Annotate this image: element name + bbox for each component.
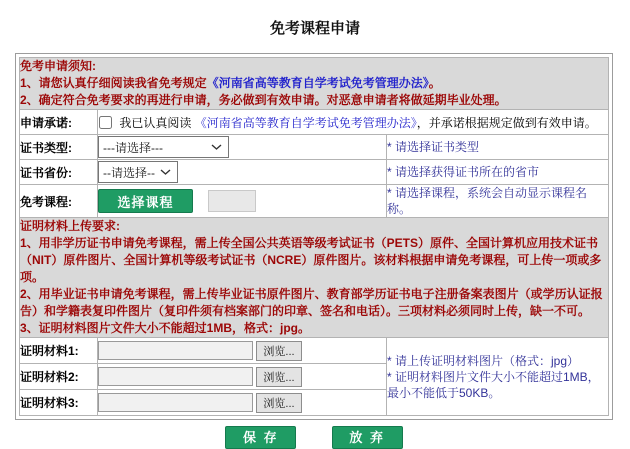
abandon-button[interactable]: 放 弃 bbox=[332, 426, 403, 449]
cert-province-content bbox=[98, 160, 387, 185]
notice-line-2: 2、确定符合免考要求的再进行申请，务必做到有效申请。对恶意申请者将做延期毕业处理。 bbox=[20, 93, 507, 107]
commitment-regulation-link[interactable]: 《河南省高等教育自学考试免考管理办法》 bbox=[194, 115, 417, 130]
material-2-browse-button[interactable]: 浏览... bbox=[256, 367, 302, 387]
material-1-browse-button[interactable]: 浏览... bbox=[256, 341, 302, 361]
regulation-link[interactable]: 《河南省高等教育自学考试免考管理办法》 bbox=[206, 76, 429, 90]
upload-requirements-notice bbox=[20, 218, 609, 338]
chevron-down-icon bbox=[160, 169, 171, 175]
commitment-text-post: ，并承诺根据规定做到有效申请。 bbox=[416, 115, 597, 130]
page-title: 免考课程申请 bbox=[269, 20, 360, 37]
material-1-row bbox=[20, 338, 609, 364]
commitment-content bbox=[98, 110, 609, 135]
commitment-row bbox=[20, 110, 609, 135]
save-button[interactable]: 保 存 bbox=[225, 426, 296, 449]
cert-type-select[interactable] bbox=[98, 136, 229, 158]
chevron-down-icon bbox=[211, 144, 222, 150]
upload-notice-line-3: 3、证明材料图片文件大小不能超过1MB，格式：jpg。 bbox=[20, 321, 311, 335]
application-form-panel bbox=[15, 53, 613, 420]
materials-hint-line-1: * 请上传证明材料图片（格式：jpg） bbox=[387, 353, 580, 368]
material-2-label: 证明材料2: bbox=[20, 364, 98, 390]
exempt-course-hint: * 请选择课程，系统会自动显示课程名称。 bbox=[387, 185, 609, 218]
exempt-course-row bbox=[20, 185, 609, 218]
application-notice-row bbox=[20, 58, 609, 110]
material-3-content bbox=[98, 390, 387, 416]
material-3-file-field[interactable] bbox=[98, 393, 253, 412]
material-3-label: 证明材料3: bbox=[20, 390, 98, 416]
upload-notice-row bbox=[20, 218, 609, 338]
cert-province-label: 证书省份: bbox=[20, 160, 98, 185]
notice-heading: 免考申请须知: bbox=[20, 59, 96, 73]
notice-line-1: 1、请您认真仔细阅读我省免考规定《河南省高等教育自学考试免考管理办法》。 bbox=[20, 76, 441, 90]
cert-province-select[interactable] bbox=[98, 161, 178, 183]
exempt-course-label: 免考课程: bbox=[20, 185, 98, 218]
commitment-text-pre: 我已认真阅读 bbox=[119, 115, 195, 130]
application-form-table bbox=[19, 57, 609, 416]
materials-hint bbox=[387, 338, 609, 416]
material-1-content bbox=[98, 338, 387, 364]
commitment-checkbox[interactable] bbox=[99, 116, 112, 129]
material-1-file-field[interactable] bbox=[98, 341, 253, 360]
material-1-label: 证明材料1: bbox=[20, 338, 98, 364]
materials-hint-line-2: * 证明材料图片文件大小不能超过1MB，最小不能低于50KB。 bbox=[387, 369, 600, 400]
application-notice bbox=[20, 58, 609, 110]
cert-province-hint: * 请选择获得证书所在的省市 bbox=[387, 160, 609, 185]
material-3-browse-button[interactable]: 浏览... bbox=[256, 393, 302, 413]
cert-type-selected-value: ---请选择--- bbox=[103, 140, 163, 155]
course-name-display bbox=[208, 190, 256, 212]
cert-province-row bbox=[20, 160, 609, 185]
commitment-label: 申请承诺: bbox=[20, 110, 98, 135]
cert-type-content bbox=[98, 135, 387, 160]
cert-type-row bbox=[20, 135, 609, 160]
upload-notice-line-1: 1、用非学历证书申请免考课程，需上传全国公共英语等级考试证书（PETS）原件、全国计算机应用技术证书（NIT）原件图片、全国计算机等级考试证书（NCRE）原件图片。该材料根据申请免考课程，可上传一项或多项。 bbox=[20, 236, 602, 284]
cert-province-selected-value: --请选择-- bbox=[103, 165, 155, 180]
upload-notice-heading: 证明材料上传要求: bbox=[20, 219, 120, 233]
select-course-button[interactable]: 选择课程 bbox=[98, 189, 193, 213]
material-2-content bbox=[98, 364, 387, 390]
exempt-course-content bbox=[98, 185, 387, 218]
upload-notice-line-2: 2、用毕业证书申请免考课程，需上传毕业证书原件图片、教育部学历证书电子注册备案表图片（或学历认证报告）和学籍表复印件图片（复印件须有档案部门的印章、签名和电话）。三项材料必须同时上传，缺一不可。 bbox=[20, 287, 603, 318]
material-2-file-field[interactable] bbox=[98, 367, 253, 386]
cert-type-hint: * 请选择证书类型 bbox=[387, 135, 609, 160]
cert-type-label: 证书类型: bbox=[20, 135, 98, 160]
